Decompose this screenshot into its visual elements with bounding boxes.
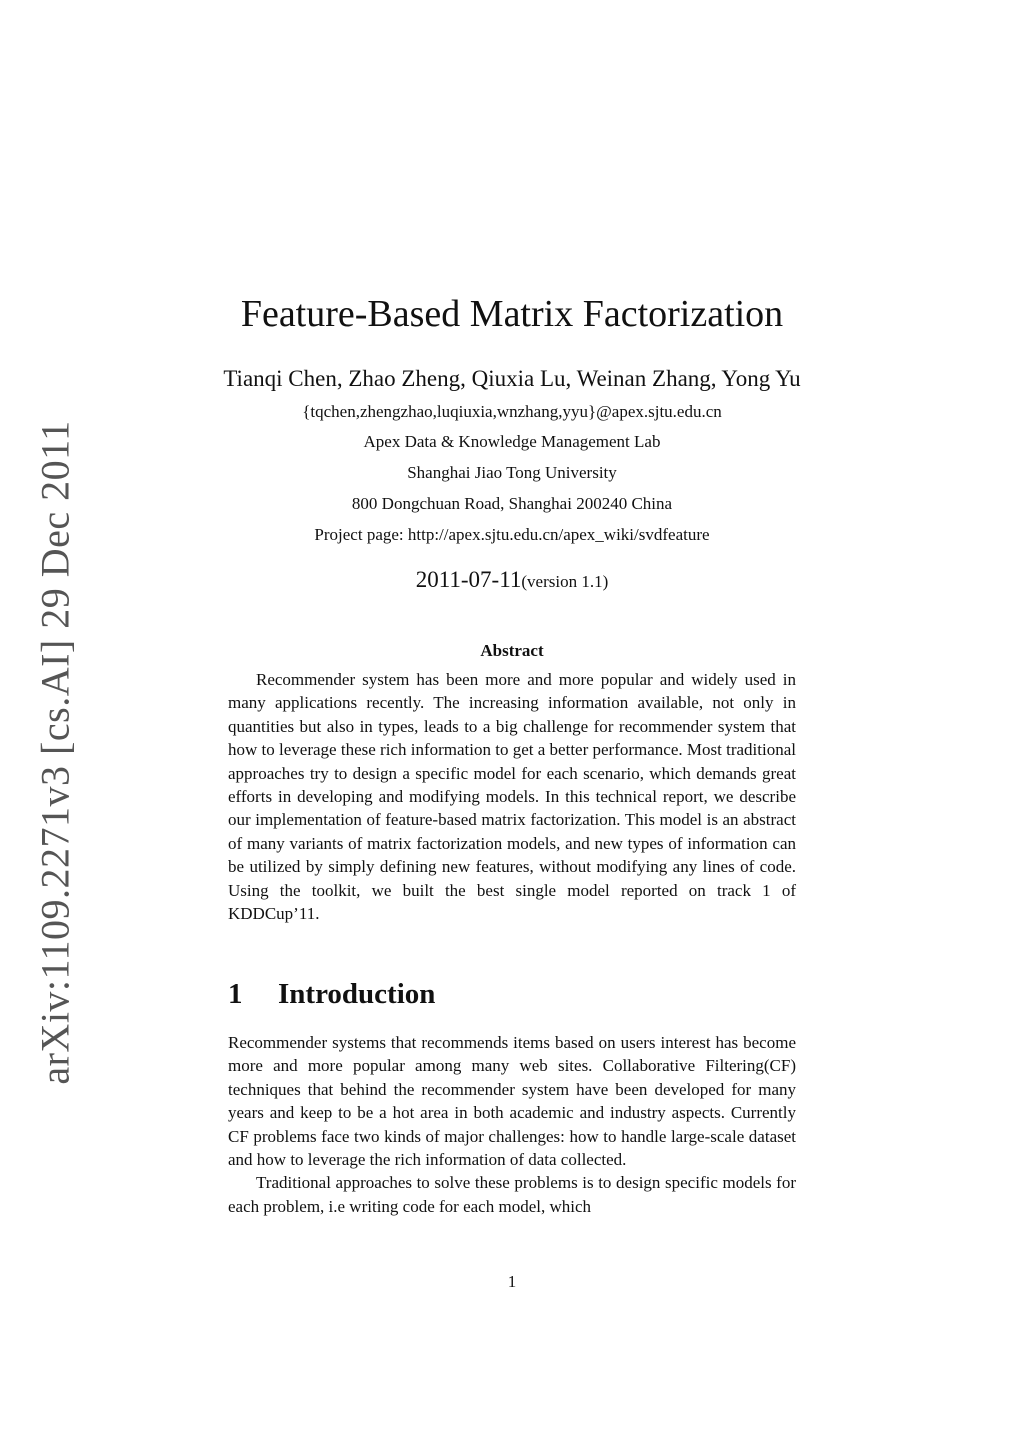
section-number: 1	[228, 978, 243, 1010]
affiliation-lab: Apex Data & Knowledge Management Lab	[363, 432, 661, 451]
project-page-link[interactable]: Project page: http://apex.sjtu.edu.cn/apex_wiki/svdfeature	[314, 525, 710, 544]
arxiv-side-stamp	[20, 420, 90, 1085]
paragraph: Recommender systems that recommends items based on users interest has become more and more popular among many web sites. Collaborative Filtering(CF) techniques that behind the recommender system have been developed for many years and keep to be a hot area in both academic and industry aspects. Currently CF problems face two kinds of major challenges: how to handle large-scale dataset and how to leverage the rich information of data collected.	[228, 1033, 796, 1170]
version: (version 1.1)	[521, 572, 609, 591]
affiliation-university: Shanghai Jiao Tong University	[407, 463, 617, 482]
page-number: 1	[507, 1272, 517, 1291]
arxiv-identifier: arXiv:1109.2271v3 [cs.AI] 29 Dec 2011	[32, 420, 78, 1085]
paper-title: Feature-Based Matrix Factorization	[240, 293, 784, 335]
author-list: Tianqi Chen, Zhao Zheng, Qiuxia Lu, Weinan Zhang, Yong Yu	[223, 366, 801, 391]
introduction-body	[228, 1031, 796, 1218]
section-title: Introduction	[278, 978, 436, 1010]
date: 2011-07-11	[415, 567, 522, 592]
affiliation-address: 800 Dongchuan Road, Shanghai 200240 China	[351, 494, 673, 513]
author-emails: {tqchen,zhengzhao,luqiuxia,wnzhang,yyu}@apex.sjtu.edu.cn	[302, 402, 722, 421]
abstract-heading: Abstract	[480, 641, 544, 660]
date-line	[0, 567, 1024, 593]
section-heading-introduction	[228, 978, 435, 1011]
paragraph: Traditional approaches to solve these problems is to design specific models for each problem, i.e writing code for each model, which	[228, 1173, 796, 1216]
abstract-text: Recommender system has been more and more popular and widely used in many applications recently. The increasing information available, not only in quantities but also in types, leads to a big challenge for recommender system that how to leverage these rich information to get a better performance. Most traditional approaches try to design a specific model for each scenario, which demands great efforts in developing and modifying models. In this technical report, we describe our implementation of feature-based matrix factorization. This model is an abstract of many variants of matrix factorization models, and new types of information can be utilized by simply defining new features, without modifying any lines of code. Using the toolkit, we built the best single model reported on track 1 of KDDCup’11.	[228, 670, 796, 924]
